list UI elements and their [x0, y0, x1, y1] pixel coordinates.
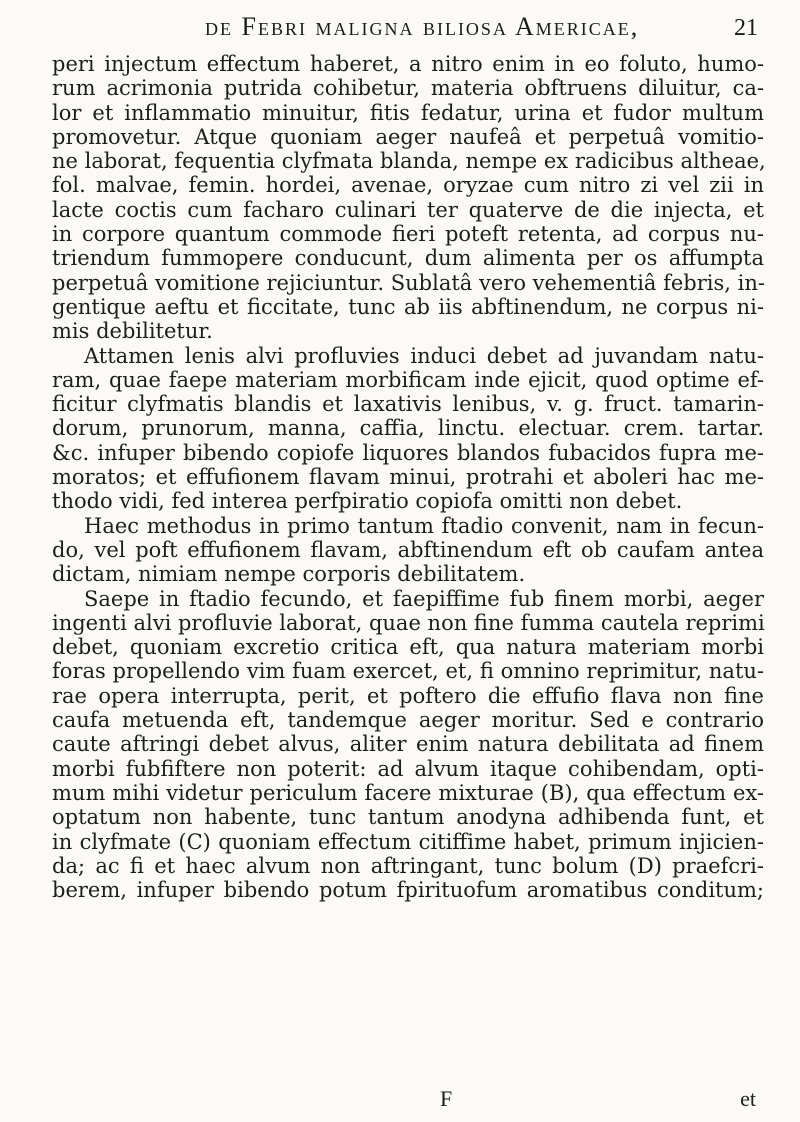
text-line: peri injectum effectum haberet, a nitro enim in eo foluto, humo-: [52, 52, 764, 76]
paragraph-start-line: Attamen lenis alvi profluvies induci debet ad juvandam natu-: [84, 343, 764, 368]
page-footer: [52, 1086, 764, 1116]
signature-mark: F: [440, 1086, 453, 1111]
text-line: da; ac fi et haec alvum non aftringant, tunc bolum (D) praefcri-: [52, 853, 764, 878]
text-line: in clyfmate (C) quoniam effectum citiffime habet, primum injicien-: [52, 829, 764, 854]
running-title: de Febri maligna biliosa Americae,: [205, 12, 640, 41]
text-line: rae opera interrupta, perit, et poftero die effufio flava non fine: [52, 683, 764, 708]
text-line: caufa metuenda eft, tandemque aeger moritur. Sed e contrario: [52, 708, 764, 733]
paragraph-start-line: Saepe in ftadio fecundo, et faepiffime fub finem morbi, aeger: [84, 586, 764, 611]
text-line: thodo vidi, fed interea perfpiratio copiofa omitti non debet.: [52, 489, 683, 514]
text-line: ram, quae faepe materiam morbificam inde ejicit, quod optime ef-: [52, 367, 764, 392]
body-text: [52, 52, 764, 902]
page-header: [205, 12, 758, 52]
text-line: optatum non habente, tunc tantum anodyna adhibenda funt, et: [52, 805, 764, 830]
text-line: in corpore quantum commode fieri poteft retenta, ad corpus nu-: [52, 222, 764, 247]
text-line: caute aftringi debet alvus, aliter enim natura debilitata ad finem: [52, 732, 764, 757]
text-line: gentique aeftu et ficcitate, tunc ab iis abftinendum, ne corpus ni-: [52, 294, 764, 319]
text-line: &c. infuper bibendo copiofe liquores blandos fubacidos fupra me-: [52, 440, 764, 465]
text-line: morbi fubfiftere non poterit: ad alvum itaque cohibendam, opti-: [52, 756, 764, 781]
text-line: moratos; et effufionem flavam minui, protrahi et aboleri hac me-: [52, 465, 764, 490]
text-line: dictam, nimiam nempe corporis debilitatem.: [52, 562, 526, 587]
text-line: ne laborat, fequentia clyfmata blanda, nempe ex radicibus altheae,: [52, 149, 766, 174]
text-line: foras propellendo vim fuam exercet, et, fi omnino reprimitur, natu-: [52, 659, 764, 684]
text-line: lor et inflammatio minuitur, fitis fedatur, urina et fudor multum: [52, 100, 764, 125]
catchword: et: [740, 1086, 756, 1111]
page-number: 21: [734, 15, 758, 41]
text-line: triendum fummopere conducunt, dum alimenta per os affumpta: [52, 246, 764, 271]
text-line: berem, infuper bibendo potum fpirituofum aromatibus conditum;: [52, 878, 764, 903]
text-line: perpetuâ vomitione rejiciuntur. Sublatâ vero vehementiâ febris, in-: [52, 270, 765, 295]
text-line: do, vel poft effufionem flavam, abftinendum eft ob caufam antea: [52, 537, 764, 562]
text-line: dorum, prunorum, manna, caffia, linctu. electuar. crem. tartar.: [52, 416, 764, 441]
text-line: lacte coctis cum facharo culinari ter quaterve de die injecta, et: [52, 197, 764, 222]
paragraph-start-line: Haec methodus in primo tantum ftadio convenit, nam in fecun-: [84, 513, 764, 538]
text-line: mis debilitetur.: [52, 319, 213, 344]
text-line: ingenti alvi profluvie laborat, quae non fine fumma cautela reprimi: [52, 610, 765, 635]
text-line: promovetur. Atque quoniam aeger naufeâ et perpetuâ vomitio-: [52, 124, 764, 149]
text-line: rum acrimonia putrida cohibetur, materia obftruens diluitur, ca-: [52, 76, 764, 101]
text-line: ficitur clyfmatis blandis et laxativis lenibus, v. g. fruct. tamarin-: [52, 392, 764, 417]
text-line: mum mihi videtur periculum facere mixturae (B), qua effectum ex-: [52, 780, 764, 805]
text-line: debet, quoniam excretio critica eft, qua natura materiam morbi: [52, 635, 764, 660]
text-line: fol. malvae, femin. hordei, avenae, oryzae cum nitro zi vel zii in: [52, 173, 764, 198]
